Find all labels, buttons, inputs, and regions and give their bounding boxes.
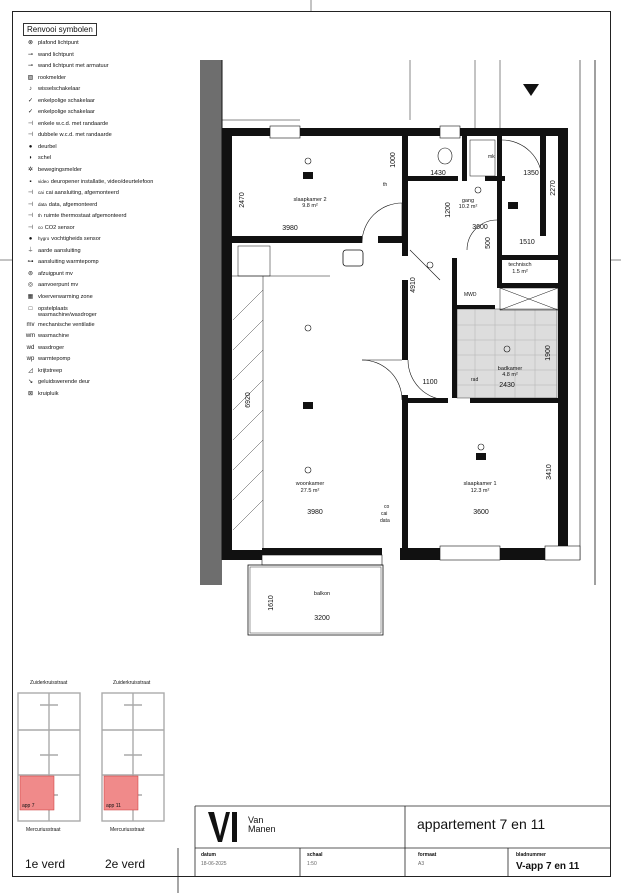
legend-label: rookmelder bbox=[38, 74, 66, 81]
schaal-label: schaal bbox=[307, 852, 323, 858]
room-area: 27.5 m² bbox=[300, 488, 320, 494]
smoke-detector-icon: ▨ bbox=[27, 74, 34, 81]
legend-label: schel bbox=[38, 155, 52, 162]
dim-text: 1430 bbox=[430, 170, 446, 177]
motion-sensor-icon: ✲ bbox=[27, 167, 34, 174]
legend-label: dubbele w.c.d. met randaarde bbox=[38, 132, 112, 139]
keyplan-right-unit: app 11 bbox=[106, 803, 121, 809]
double-socket-icon: ⊣ bbox=[27, 132, 34, 139]
company-name-line2: Manen bbox=[248, 824, 276, 834]
legend-prefix: video bbox=[38, 178, 49, 184]
keyplan-right-top-street: Zuiderkruisstraat bbox=[113, 680, 151, 686]
legend-label: kruipluik bbox=[38, 390, 59, 397]
north-arrow-icon bbox=[523, 84, 539, 96]
dim-text: 1900 bbox=[545, 345, 552, 361]
legend-label: vloerverwarming zone bbox=[38, 294, 93, 301]
legend-label: plafond lichtpunt bbox=[38, 40, 79, 46]
legend-label: deurbel bbox=[38, 143, 57, 150]
legend-prefix: data bbox=[38, 201, 47, 207]
keyplan-left-top-street: Zuiderkruisstraat bbox=[30, 680, 68, 686]
company-name-line1: Van bbox=[248, 815, 264, 825]
dim-text: 2270 bbox=[550, 180, 557, 196]
company-name bbox=[248, 816, 276, 834]
legend-prefix: th bbox=[38, 213, 42, 219]
room-area: 10.2 m² bbox=[458, 204, 478, 210]
legend-label: wand lichtpunt bbox=[38, 51, 74, 58]
heat-pump-connection-icon: ⊶ bbox=[27, 259, 34, 266]
cai-outlet-icon: ⊣ bbox=[27, 190, 34, 197]
legend-title: Renvooi symbolen bbox=[23, 23, 97, 36]
co2-sensor-icon: ⊣ bbox=[27, 224, 34, 231]
cai-label: cai bbox=[381, 511, 388, 517]
supply-point-icon: ◎ bbox=[27, 282, 34, 289]
dim-text: 1350 bbox=[523, 170, 539, 177]
room-name: technisch bbox=[508, 262, 532, 268]
wall-light-fixture-icon: ⊸ bbox=[27, 63, 34, 70]
wall-light-icon: ⊸ bbox=[27, 51, 34, 58]
room-name: gang bbox=[461, 198, 475, 204]
earth-connection-icon: ⏚ bbox=[27, 247, 34, 254]
legend-label: ruimte thermostaat afgemonteerd bbox=[43, 213, 127, 220]
legend-label: CO2 sensor bbox=[44, 224, 75, 231]
soundproof-door-icon: ↘ bbox=[27, 379, 34, 386]
exhaust-point-icon: ⊚ bbox=[27, 270, 34, 277]
dim-text: 1000 bbox=[390, 152, 397, 168]
legend-label: aanvoerpunt mv bbox=[38, 282, 79, 289]
legend-label: mechanische ventilatie bbox=[38, 321, 95, 328]
chalk-line-icon: ◿ bbox=[28, 367, 33, 374]
legend-label: wasmachine bbox=[38, 333, 70, 340]
legend-label: krijtstreep bbox=[38, 367, 63, 374]
legend-label: aarde aansluiting bbox=[38, 247, 81, 254]
two-way-switch-icon: ♪ bbox=[29, 86, 32, 93]
toilet-icon bbox=[438, 148, 452, 164]
datum-value: 18-06-2025 bbox=[201, 861, 227, 867]
legend-abbr: wp bbox=[26, 356, 35, 363]
exterior-wall-shade bbox=[200, 60, 222, 585]
keyplan-left-unit: app 7 bbox=[22, 803, 35, 809]
formaat-value: A3 bbox=[418, 861, 425, 867]
legend-label: warmtepomp bbox=[38, 356, 71, 363]
legend-label: geluidswerende deur bbox=[38, 379, 90, 386]
dim-text: 2430 bbox=[499, 382, 515, 389]
legend-label: enkelpolige schakelaar bbox=[38, 97, 95, 104]
th-label: th bbox=[383, 182, 388, 188]
formaat-label: formaat bbox=[418, 852, 437, 858]
legend-prefix: hygro bbox=[38, 236, 50, 242]
room-area: 9.8 m² bbox=[302, 203, 318, 209]
dim-text: 2470 bbox=[239, 192, 246, 208]
data-label: data bbox=[380, 518, 390, 524]
single-switch-icon: ✓ bbox=[27, 97, 34, 104]
dim-text: 1200 bbox=[445, 202, 452, 218]
floor-heating-icon: ▦ bbox=[27, 294, 34, 301]
kitchen-hatch bbox=[233, 290, 263, 530]
room-name: balkon bbox=[313, 591, 331, 597]
blad-label: bladnummer bbox=[516, 852, 547, 858]
video-intercom-icon: ▪ bbox=[29, 178, 32, 185]
dim-text: 3410 bbox=[546, 464, 553, 480]
room-area: 4.8 m² bbox=[502, 372, 518, 378]
legend-label: aansluiting warmtepomp bbox=[38, 259, 99, 266]
floor-label-right: 2e verd bbox=[105, 857, 146, 871]
legend-label: data, afgemonteerd bbox=[48, 201, 98, 208]
keyplan-right-bottom-street: Mercuriusstraat bbox=[110, 827, 145, 833]
room-name: slaapkamer 1 bbox=[463, 481, 497, 487]
dim-text: 3980 bbox=[307, 509, 323, 516]
room-name: badkamer bbox=[497, 366, 523, 372]
blad-value: V-app 7 en 11 bbox=[516, 861, 580, 872]
dim-text: 1100 bbox=[422, 379, 438, 386]
room-area: 12.3 m² bbox=[470, 488, 490, 494]
mwd-label: MWD bbox=[464, 292, 477, 298]
dim-text: 1610 bbox=[268, 595, 275, 611]
legend-label: wisselschakelaar bbox=[38, 86, 81, 93]
room-name: slaapkamer 2 bbox=[293, 197, 327, 203]
titleblock-grid bbox=[178, 806, 611, 893]
dim-text: 1510 bbox=[519, 239, 535, 246]
legend-label: vochtigheids sensor bbox=[51, 236, 101, 243]
legend-abbr: wm bbox=[25, 333, 36, 340]
dim-text: 4910 bbox=[410, 277, 417, 293]
thermostat-icon: ⊣ bbox=[27, 213, 34, 220]
schaal-value: 1:50 bbox=[307, 861, 317, 867]
legend-abbr: wd bbox=[26, 344, 35, 351]
humidity-sensor-icon: ● bbox=[28, 236, 33, 243]
dim-text: 3200 bbox=[314, 615, 330, 622]
dim-text: 3980 bbox=[282, 225, 298, 232]
legend-label: deuropener installatie, video/deurtelefoon bbox=[50, 178, 154, 185]
legend-prefix: cai bbox=[38, 190, 44, 196]
dim-text: 3600 bbox=[472, 224, 488, 231]
mk-label: mk bbox=[488, 154, 495, 160]
crawl-hatch-icon: ⊠ bbox=[27, 390, 34, 397]
washer-dryer-icon: □ bbox=[28, 305, 33, 312]
project-title: appartement 7 en 11 bbox=[417, 816, 546, 832]
legend-label: afzuigpunt mv bbox=[38, 270, 73, 277]
co-label: co bbox=[384, 504, 390, 510]
room-name: woonkamer bbox=[295, 481, 325, 487]
datum-label: datum bbox=[201, 852, 216, 858]
doorbell-icon: ● bbox=[28, 143, 33, 150]
bell-icon: ◗ bbox=[28, 155, 33, 162]
legend-label: bewegingsmelder bbox=[38, 167, 82, 174]
legend-label: enkelpolige schakelaar bbox=[38, 109, 95, 116]
legend-label: enkele w.c.d. met randaarde bbox=[38, 120, 109, 127]
dim-text: 6920 bbox=[245, 392, 252, 408]
dim-text: 3600 bbox=[473, 509, 489, 516]
single-switch-icon: ✓ bbox=[27, 109, 34, 116]
legend-label: wasdroger bbox=[38, 344, 65, 351]
company-logo bbox=[208, 812, 237, 842]
sink-icon bbox=[343, 250, 363, 266]
legend-prefix: co bbox=[38, 224, 43, 230]
legend-label: opstelplaats wasmachine/wasdroger bbox=[38, 305, 97, 318]
rad-label: rad bbox=[471, 377, 479, 383]
ceiling-light-icon: ⊗ bbox=[27, 40, 34, 46]
data-outlet-icon: ⊣ bbox=[27, 201, 34, 208]
single-socket-icon: ⊣ bbox=[27, 120, 34, 127]
keyplan-left-bottom-street: Mercuriusstraat bbox=[26, 827, 61, 833]
room-area: 1.5 m² bbox=[512, 269, 528, 275]
legend-label: wand lichtpunt met armatuur bbox=[38, 63, 109, 70]
legend-abbr: mv bbox=[26, 321, 35, 328]
dim-text: 500 bbox=[485, 237, 492, 249]
legend-label: cai aansluiting, afgemonteerd bbox=[45, 190, 119, 197]
floor-label-left: 1e verd bbox=[25, 857, 66, 871]
